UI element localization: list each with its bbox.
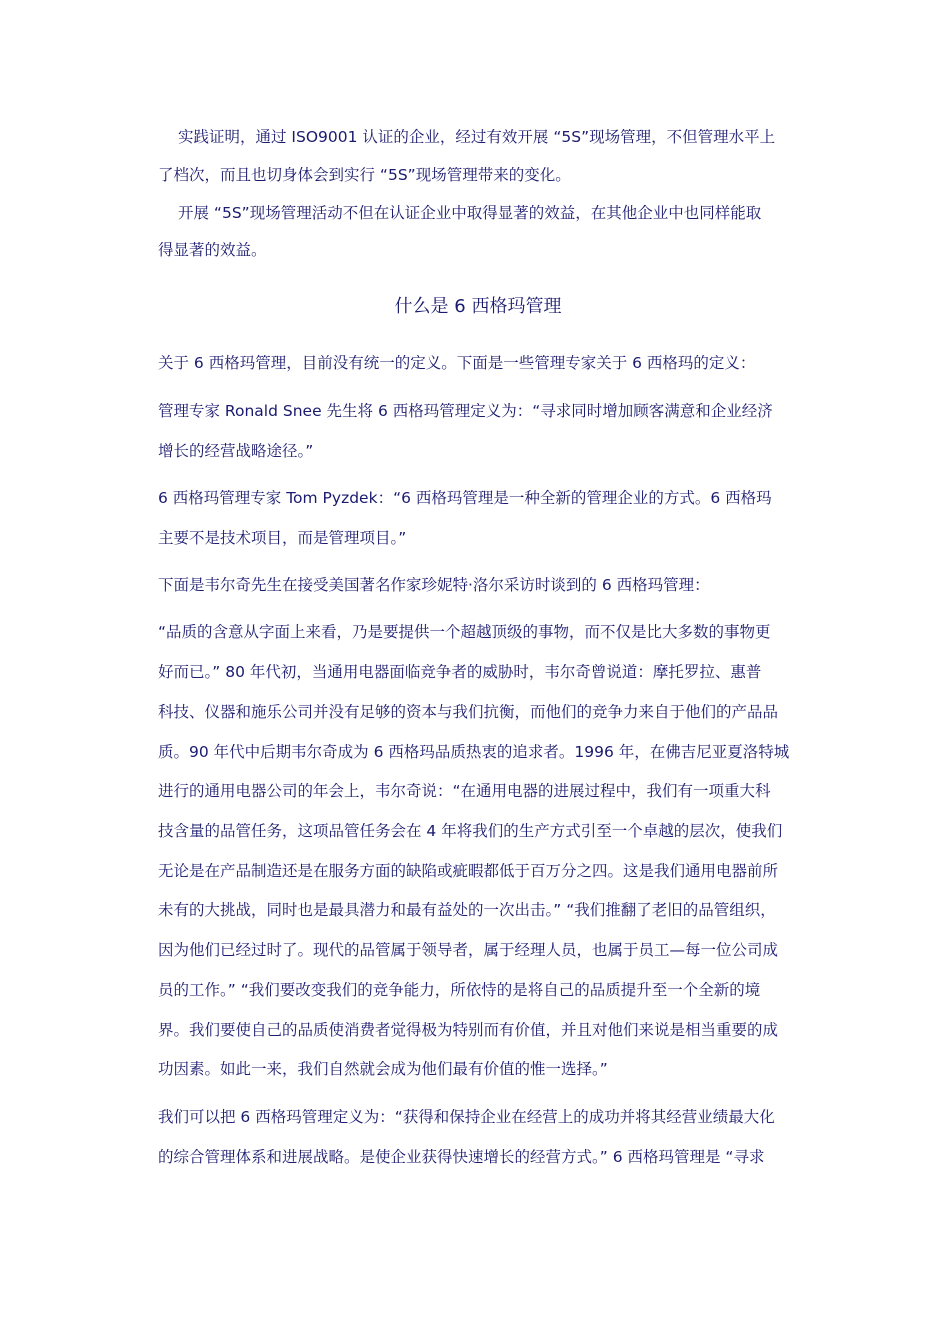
paragraph-welch-quote-line-8: 未有的大挑战，同时也是最具潜力和最有益处的一次出击。” “我们推翻了老旧的品管组织， bbox=[158, 901, 776, 919]
paragraph-welch-quote-line-10: 员的工作。” “我们要改变我们的竞争能力，所依恃的是将自己的品质提升至一个全新的境 bbox=[158, 981, 761, 999]
paragraph-definitions-intro: 关于 6 西格玛管理，目前没有统一的定义。下面是一些管理专家关于 6 西格玛的定义： bbox=[158, 354, 756, 372]
paragraph-welch-quote-line-4: 质。90 年代中后期韦尔奇成为 6 西格玛品质热衷的追求者。1996 年，在佛吉尼亚夏洛特城 bbox=[158, 743, 790, 761]
paragraph-snee-line-1: 管理专家 Ronald Snee 先生将 6 西格玛管理定义为：“寻求同时增加顾客满意和企业经济 bbox=[158, 402, 773, 420]
paragraph-pyzdek-line-2: 主要不是技术项目，而是管理项目。” bbox=[158, 529, 407, 547]
intro-paragraph-2-line-2: 得显著的效益。 bbox=[158, 241, 267, 259]
paragraph-welch-intro: 下面是韦尔奇先生在接受美国著名作家珍妮特·洛尔采访时谈到的 6 西格玛管理： bbox=[158, 576, 710, 594]
intro-paragraph-2-line-1: 开展 “5S”现场管理活动不但在认证企业中取得显著的效益，在其他企业中也同样能取 bbox=[178, 204, 762, 222]
paragraph-welch-quote-line-12: 功因素。如此一来，我们自然就会成为他们最有价值的惟一选择。” bbox=[158, 1060, 608, 1078]
paragraph-welch-quote-line-3: 科技、仪器和施乐公司并没有足够的资本与我们抗衡，而他们的竞争力来自于他们的产品品 bbox=[158, 703, 779, 721]
intro-paragraph-1-line-2: 了档次，而且也切身体会到实行 “5S”现场管理带来的变化。 bbox=[158, 166, 571, 184]
paragraph-welch-quote-line-2: 好而已。” 80 年代初，当通用电器面临竞争者的威胁时，韦尔奇曾说道：摩托罗拉、惠普 bbox=[158, 663, 762, 681]
paragraph-welch-quote-line-7: 无论是在产品制造还是在服务方面的缺陷或疵暇都低于百万分之四。这是我们通用电器前所 bbox=[158, 862, 779, 880]
paragraph-welch-quote-line-1: “品质的含意从字面上来看，乃是要提供一个超越顶级的事物，而不仅是比大多数的事物更 bbox=[158, 623, 771, 641]
paragraph-pyzdek-line-1: 6 西格玛管理专家 Tom Pyzdek：“6 西格玛管理是一种全新的管理企业的方式。6 西格玛 bbox=[158, 489, 772, 507]
paragraph-welch-quote-line-6: 技含量的品管任务，这项品管任务会在 4 年将我们的生产方式引至一个卓越的层次，使我们 bbox=[158, 822, 783, 840]
intro-paragraph-1-line-1: 实践证明，通过 ISO9001 认证的企业，经过有效开展 “5S”现场管理，不但管理水平上 bbox=[178, 128, 776, 146]
paragraph-definition-line-2: 的综合管理体系和进展战略。是使企业获得快速增长的经营方式。” 6 西格玛管理是 “寻求 bbox=[158, 1148, 765, 1166]
paragraph-welch-quote-line-5: 进行的通用电器公司的年会上，韦尔奇说：“在通用电器的进展过程中，我们有一项重大科 bbox=[158, 782, 771, 800]
section-title: 什么是 6 西格玛管理 bbox=[394, 296, 562, 317]
paragraph-definition-line-1: 我们可以把 6 西格玛管理定义为：“获得和保持企业在经营上的成功并将其经营业绩最大化 bbox=[158, 1108, 775, 1126]
paragraph-snee-line-2: 增长的经营战略途径。” bbox=[158, 442, 314, 460]
paragraph-welch-quote-line-9: 因为他们已经过时了。现代的品管属于领导者，属于经理人员，也属于员工—每一位公司成 bbox=[158, 941, 779, 959]
paragraph-welch-quote-line-11: 界。我们要使自己的品质使消费者觉得极为特别而有价值，并且对他们来说是相当重要的成 bbox=[158, 1021, 779, 1039]
